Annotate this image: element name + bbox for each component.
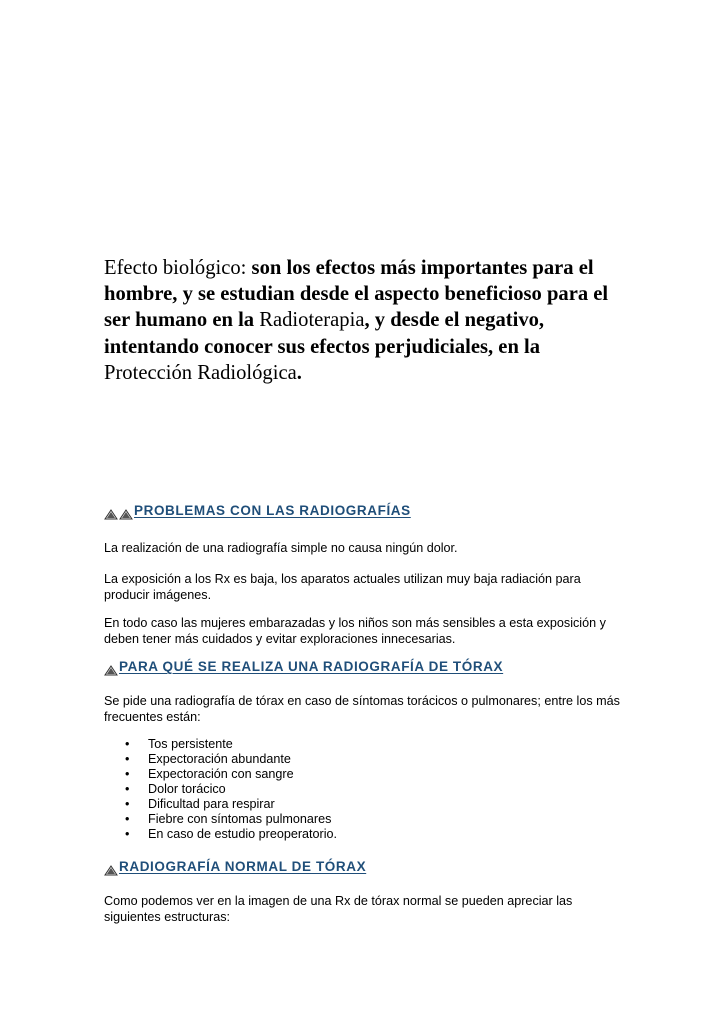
symptom-list bbox=[104, 737, 337, 842]
list-item: • Dificultad para respirar bbox=[125, 797, 275, 812]
up-arrow-icon[interactable] bbox=[104, 665, 118, 676]
section-heading-text[interactable]: PROBLEMAS CON LAS RADIOGRAFÍAS bbox=[134, 503, 411, 518]
link-proteccion-radiologica[interactable]: Protección Radiológica bbox=[104, 361, 297, 384]
section-heading-para-que bbox=[104, 659, 503, 674]
list-item: • Expectoración con sangre bbox=[125, 767, 294, 782]
section-heading-text[interactable]: RADIOGRAFÍA NORMAL DE TÓRAX bbox=[119, 859, 367, 874]
paragraph: La exposición a los Rx es baja, los aparatos actuales utilizan muy baja radiación para producir imágenes. bbox=[104, 572, 581, 602]
list-item: • Dolor torácico bbox=[125, 782, 226, 797]
up-arrow-icon[interactable] bbox=[104, 865, 118, 876]
paragraph: Como podemos ver en la imagen de una Rx de tórax normal se pueden apreciar las siguientes estructuras: bbox=[104, 894, 573, 924]
section-heading-text[interactable]: PARA QUÉ SE REALIZA UNA RADIOGRAFÍA DE TÓRAX bbox=[119, 659, 504, 674]
paragraph: Se pide una radiografía de tórax en caso de síntomas torácicos o pulmonares; entre los más frecuentes están: bbox=[104, 694, 620, 724]
paragraph: En todo caso las mujeres embarazadas y los niños son más sensibles a esta exposición y deben tener más cuidados y evitar exploraciones innecesarias. bbox=[104, 616, 606, 646]
up-arrow-icon[interactable] bbox=[104, 509, 118, 520]
intro-text-2: , y desde el negativo, intentando conocer sus efectos perjudiciales, en la bbox=[104, 309, 545, 358]
paragraph: La realización de una radiografía simple no causa ningún dolor. bbox=[104, 541, 458, 555]
list-item: • En caso de estudio preoperatorio. bbox=[125, 827, 338, 842]
list-item: • Tos persistente bbox=[125, 737, 233, 751]
intro-term: Efecto biológico: bbox=[104, 257, 247, 279]
link-radioterapia[interactable]: Radioterapia bbox=[259, 309, 365, 332]
intro-end: . bbox=[296, 361, 302, 384]
intro-paragraph bbox=[104, 255, 624, 386]
section-heading-problemas bbox=[104, 503, 411, 518]
up-arrow-icon[interactable] bbox=[119, 509, 133, 520]
intro-text-1: son los efectos más importantes para el hombre, y se estudian desde el aspecto beneficioso para el ser humano en la bbox=[104, 257, 609, 332]
section-heading-radiografia-normal bbox=[104, 859, 366, 874]
list-item: • Fiebre con síntomas pulmonares bbox=[125, 812, 332, 827]
list-item: • Expectoración abundante bbox=[125, 752, 291, 767]
